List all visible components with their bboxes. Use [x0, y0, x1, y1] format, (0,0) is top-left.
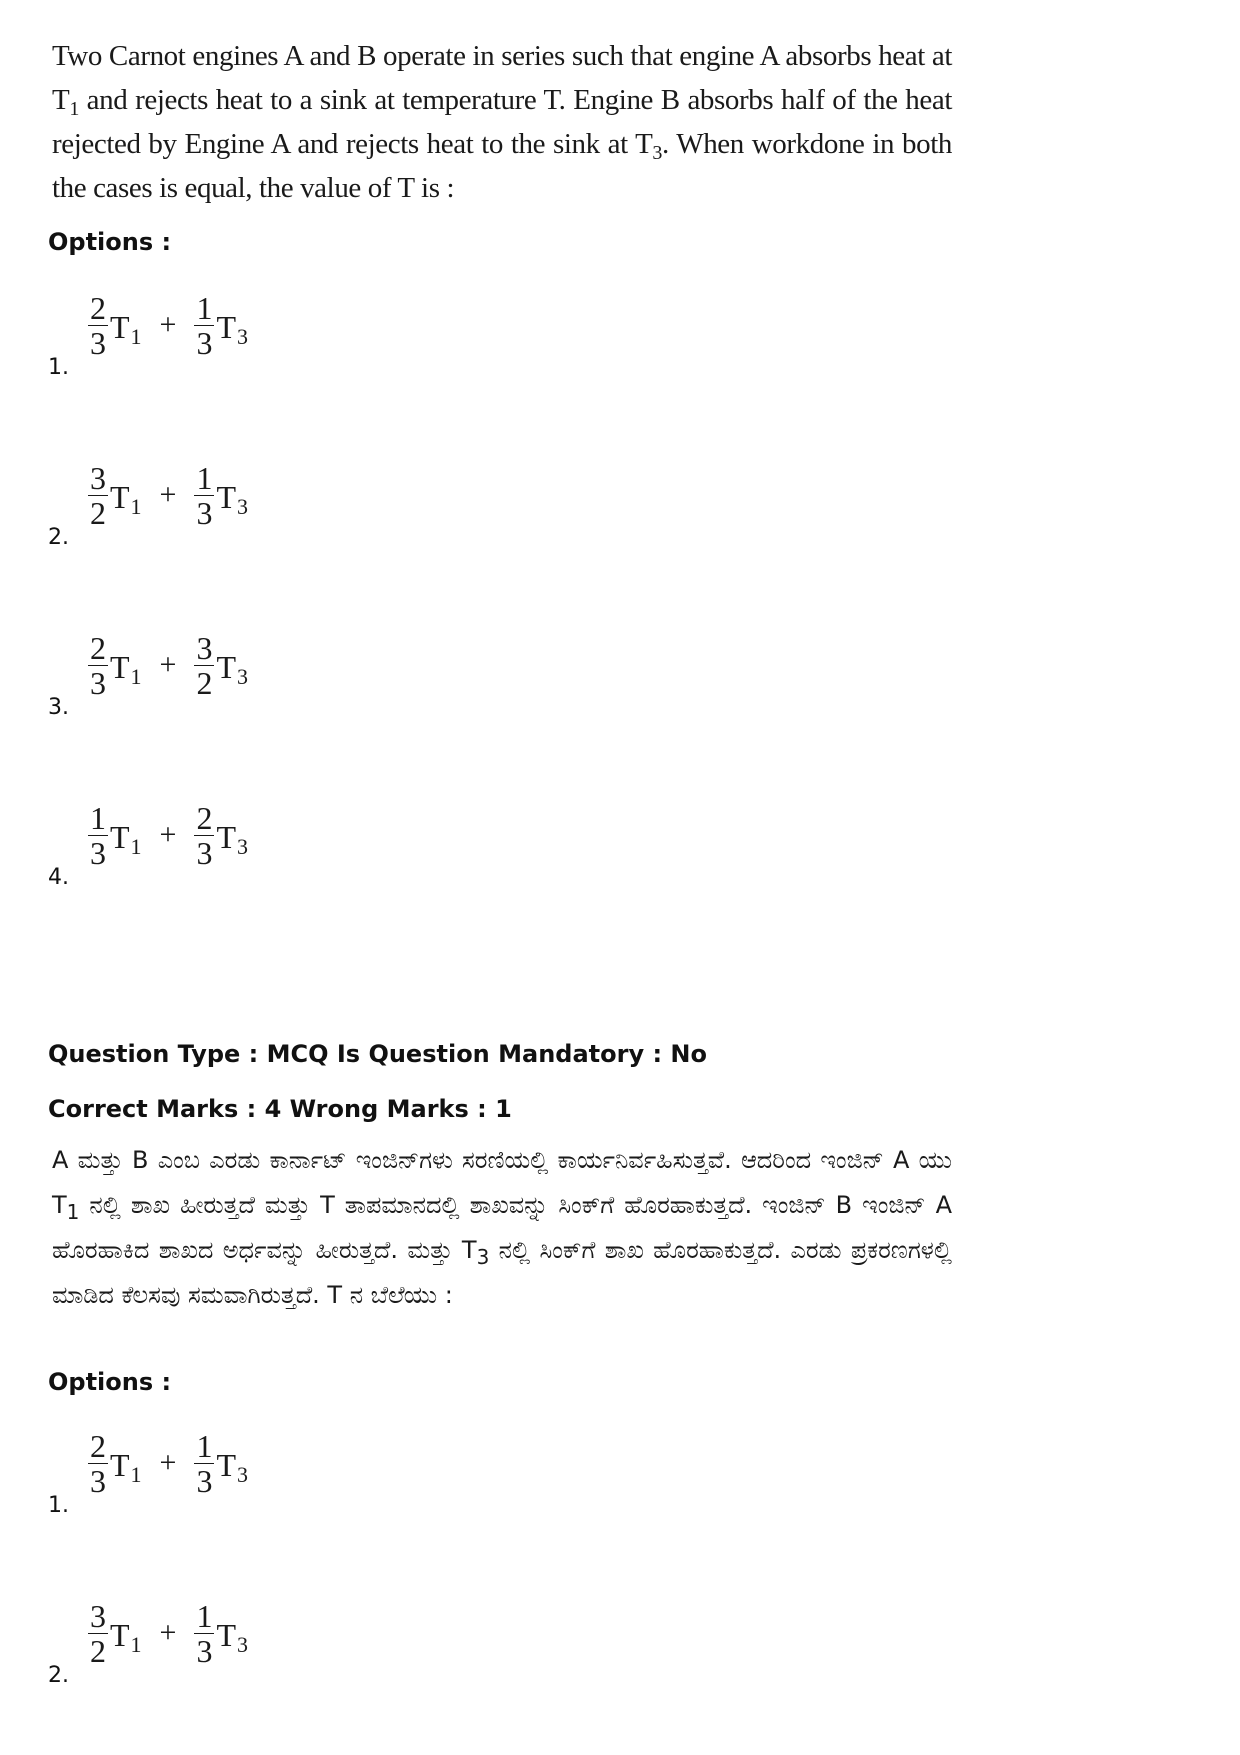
variable-letter: T	[110, 1616, 130, 1653]
subscript: 1	[69, 98, 79, 120]
option-2[interactable]	[48, 1588, 368, 1688]
variable-subscript: 3	[237, 1631, 249, 1657]
fraction	[88, 291, 108, 360]
denominator: 2	[196, 664, 213, 701]
variable-letter: T	[110, 478, 130, 515]
variable-subscript: 3	[237, 493, 249, 519]
fraction	[88, 801, 108, 870]
marks-line: Correct Marks : 4 Wrong Marks : 1	[48, 1095, 512, 1123]
variable	[110, 1446, 142, 1487]
variable-letter: T	[110, 308, 130, 345]
variable-letter: T	[216, 1446, 237, 1483]
numerator: 1	[196, 1597, 213, 1634]
fraction	[194, 801, 214, 870]
variable	[216, 1616, 249, 1657]
numerator: 2	[90, 629, 106, 666]
plus-sign: +	[159, 1446, 177, 1479]
question-text-part: . When workdone in both the cases is equal, the value of T is :	[52, 128, 952, 204]
variable-subscript: 1	[130, 323, 142, 349]
variable	[110, 818, 142, 859]
fraction	[88, 631, 108, 700]
variable-subscript: 1	[130, 493, 142, 519]
numerator: 3	[196, 629, 213, 666]
variable-subscript: 1	[130, 663, 142, 689]
option-formula	[88, 280, 248, 370]
variable	[216, 648, 249, 689]
denominator: 3	[90, 324, 106, 361]
variable-subscript: 3	[237, 663, 249, 689]
variable	[216, 478, 249, 519]
question-text-part: ನಲ್ಲಿ ಶಾಖ ಹೀರುತ್ತದೆ ಮತ್ತು T ತಾಪಮಾನದಲ್ಲಿ ಶಾಖವನ್ನು ಸಿಂಕ್‌ಗೆ ಹೊರಹಾಕುತ್ತದೆ. ಇಂಜಿನ್ B ಇಂಜಿನ್ A ಹೊರಹಾಕಿದ ಶಾಖದ ಅರ್ಧವನ್ನು ಹೀರುತ್ತದೆ. ಮತ್ತು T	[52, 1191, 952, 1264]
variable-subscript: 3	[237, 323, 249, 349]
variable-subscript: 1	[130, 1461, 142, 1487]
option-number: 2.	[48, 1663, 69, 1688]
plus-sign: +	[159, 478, 177, 511]
denominator: 3	[196, 324, 213, 361]
option-formula	[88, 790, 248, 880]
option-number: 2.	[48, 525, 69, 550]
variable-letter: T	[110, 818, 130, 855]
subscript: 1	[66, 1200, 80, 1224]
variable	[216, 818, 249, 859]
denominator: 3	[196, 834, 213, 871]
variable	[110, 1616, 142, 1657]
subscript: 3	[652, 142, 663, 164]
variable-letter: T	[216, 648, 237, 685]
numerator: 2	[90, 1427, 106, 1464]
denominator: 3	[196, 494, 213, 531]
question-type-line: Question Type : MCQ Is Question Mandatory : No	[48, 1040, 707, 1068]
option-4[interactable]	[48, 790, 368, 890]
numerator: 1	[90, 799, 106, 836]
denominator: 3	[196, 1462, 213, 1499]
variable-letter: T	[216, 1616, 237, 1653]
variable-subscript: 1	[130, 833, 142, 859]
fraction	[88, 1429, 108, 1498]
option-2[interactable]	[48, 450, 368, 550]
fraction	[194, 291, 214, 360]
denominator: 2	[90, 494, 106, 531]
denominator: 3	[90, 834, 106, 871]
question-text-kannada	[52, 1138, 952, 1318]
option-number: 3.	[48, 695, 69, 720]
variable	[110, 648, 142, 689]
option-formula	[88, 450, 248, 540]
option-1[interactable]	[48, 1418, 368, 1518]
question-text-part: and rejects heat to a sink at temperature T. Engine B absorbs half of the heat rejected by Engine A and rejects heat to the sink at T	[52, 84, 952, 160]
variable-subscript: 3	[237, 1461, 249, 1487]
variable	[216, 1446, 249, 1487]
question-text-part: Two Carnot engines A and B operate in series such that engine A absorbs heat at T	[52, 40, 952, 116]
subscript: 3	[476, 1245, 490, 1269]
option-number: 1.	[48, 1493, 69, 1518]
variable-subscript: 1	[130, 1631, 142, 1657]
option-3[interactable]	[48, 620, 368, 720]
variable	[216, 308, 249, 349]
plus-sign: +	[159, 818, 177, 851]
variable-letter: T	[110, 648, 130, 685]
option-number: 1.	[48, 355, 69, 380]
options-label: Options :	[48, 228, 172, 256]
variable-subscript: 3	[237, 833, 249, 859]
variable-letter: T	[110, 1446, 130, 1483]
option-formula	[88, 1418, 248, 1508]
numerator: 1	[196, 289, 213, 326]
numerator: 3	[90, 1597, 106, 1634]
numerator: 2	[90, 289, 106, 326]
plus-sign: +	[159, 1616, 177, 1649]
plus-sign: +	[159, 648, 177, 681]
fraction	[194, 1429, 214, 1498]
option-formula	[88, 1588, 248, 1678]
variable	[110, 308, 142, 349]
option-1[interactable]	[48, 280, 368, 380]
denominator: 3	[90, 1462, 106, 1499]
option-number: 4.	[48, 865, 69, 890]
variable-letter: T	[216, 308, 237, 345]
plus-sign: +	[159, 308, 177, 341]
variable-letter: T	[216, 818, 237, 855]
numerator: 2	[196, 799, 213, 836]
numerator: 1	[196, 459, 213, 496]
fraction	[194, 631, 214, 700]
denominator: 3	[196, 1632, 213, 1669]
numerator: 1	[196, 1427, 213, 1464]
numerator: 3	[90, 459, 106, 496]
question-text-part: A ಮತ್ತು B ಎಂಬ ಎರಡು ಕಾರ್ನಾಟ್ ಇಂಜಿನ್‌ಗಳು ಸರಣಿಯಲ್ಲಿ ಕಾರ್ಯನಿರ್ವಹಿಸುತ್ತವೆ. ಆದರಿಂದ ಇಂಜಿನ್ A ಯು T	[52, 1146, 952, 1219]
options-label: Options :	[48, 1368, 172, 1396]
question-text-part: ನಲ್ಲಿ ಸಿಂಕ್‌ಗೆ ಶಾಖ ಹೊರಹಾಕುತ್ತದೆ. ಎರಡು ಪ್ರಕರಣಗಳಲ್ಲಿ ಮಾಡಿದ ಕೆಲಸವು ಸಮವಾಗಿರುತ್ತದೆ. T ನ ಬೆಲೆಯು :	[52, 1236, 952, 1309]
fraction	[88, 1599, 108, 1668]
variable	[110, 478, 142, 519]
fraction	[88, 461, 108, 530]
variable-letter: T	[216, 478, 237, 515]
denominator: 3	[90, 664, 106, 701]
question-text-english	[52, 34, 952, 210]
fraction	[194, 461, 214, 530]
denominator: 2	[90, 1632, 106, 1669]
fraction	[194, 1599, 214, 1668]
option-formula	[88, 620, 248, 710]
